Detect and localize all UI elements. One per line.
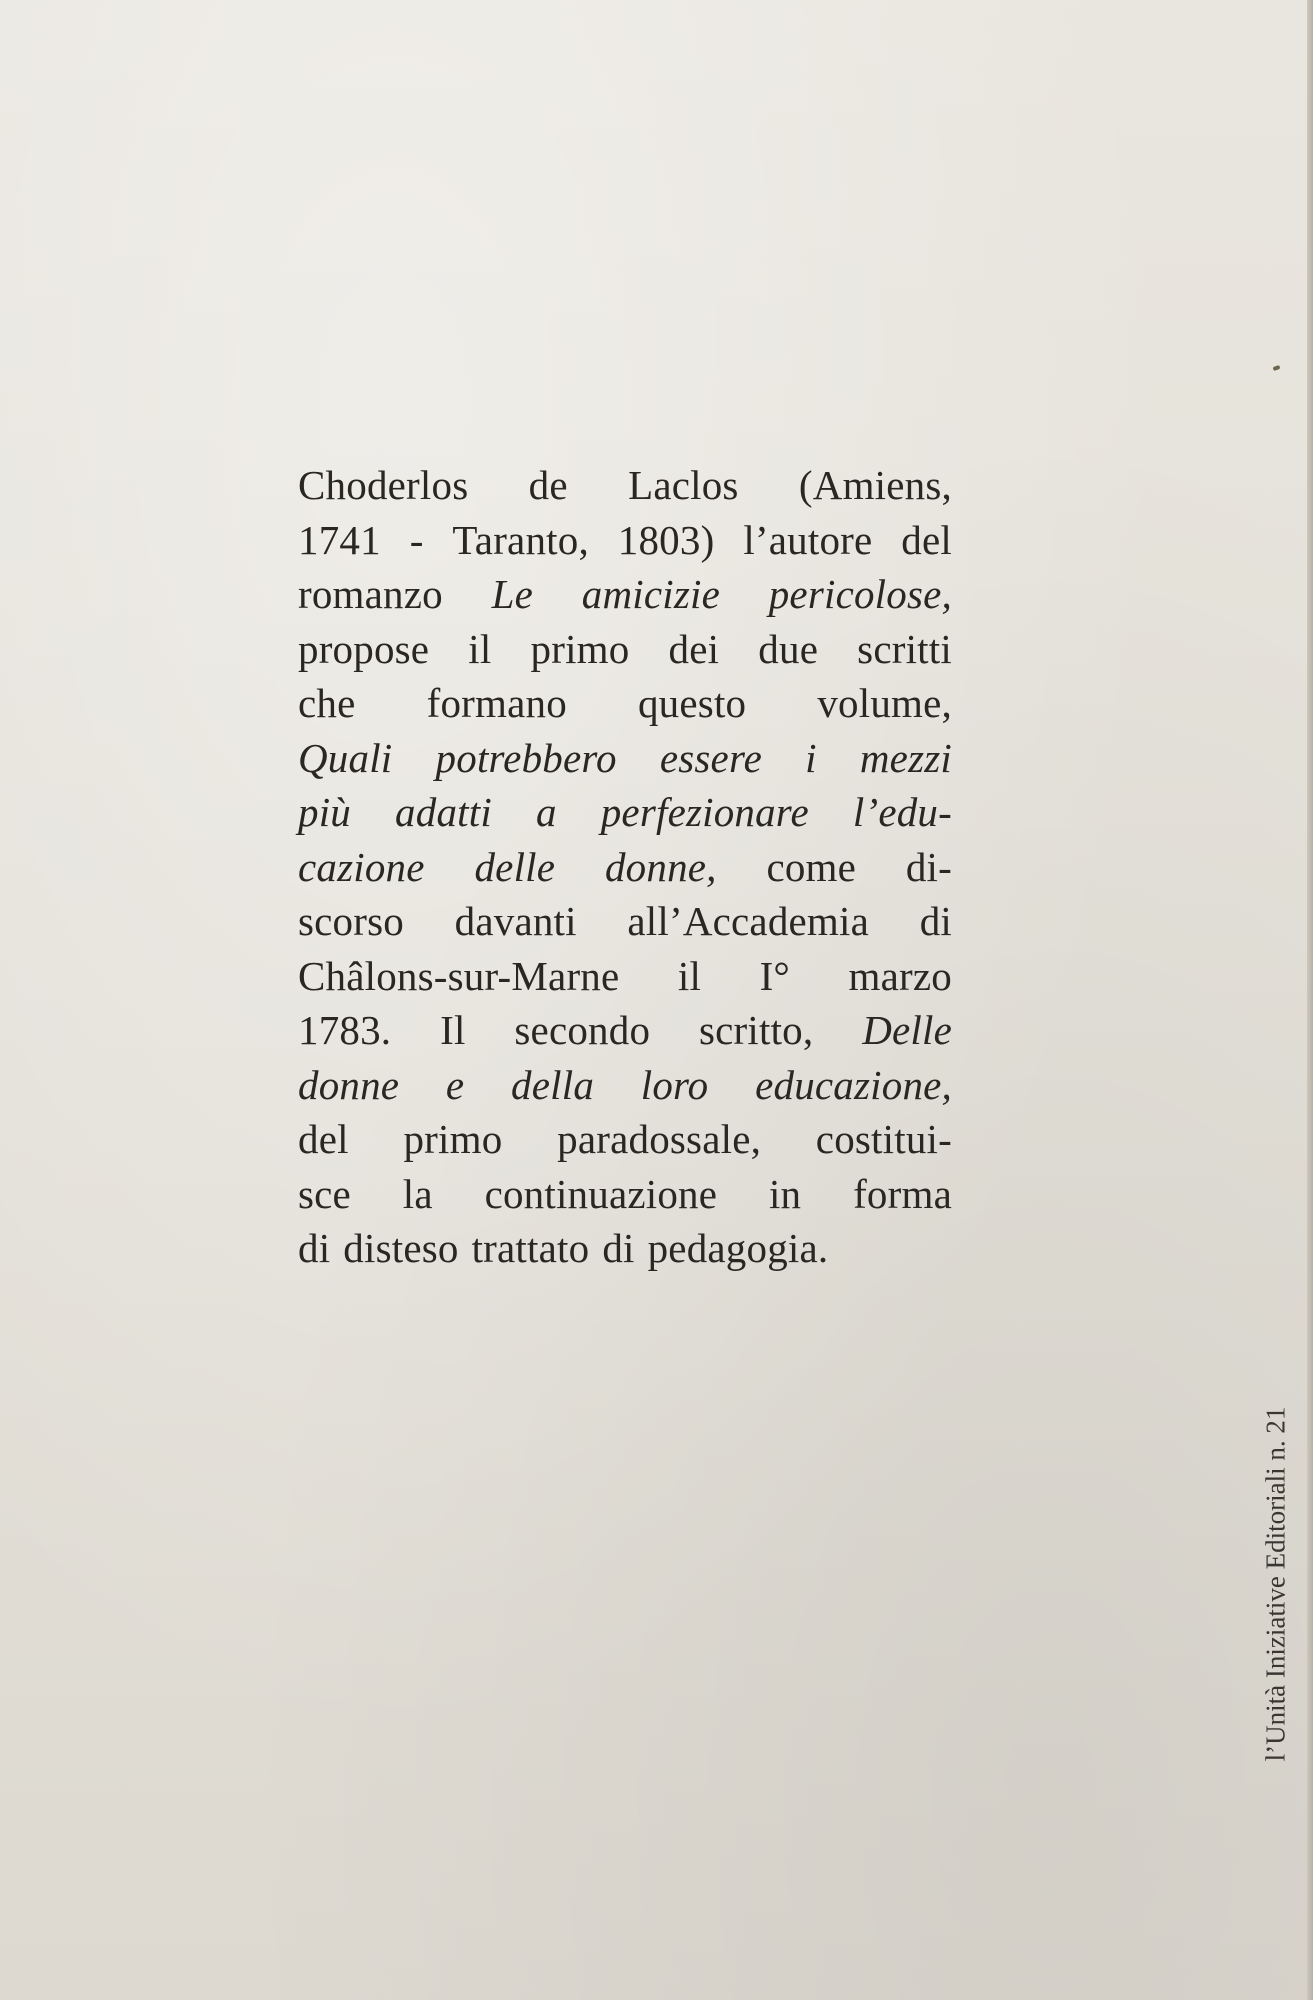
blurb-word: continuazione [484, 1170, 718, 1217]
blurb-word: de [528, 462, 568, 508]
blurb-word-italic: educazione, [755, 1061, 952, 1108]
series-note-vertical [1254, 1364, 1298, 1804]
blurb-word-italic: e [445, 1061, 465, 1108]
blurb-line [298, 785, 952, 840]
blurb-line [298, 676, 952, 731]
blurb-word: scorso [298, 898, 404, 944]
blurb-word-italic: delle [474, 843, 556, 890]
blurb-word-italic: amicizie [581, 571, 720, 617]
blurb-word-italic: mezzi [859, 734, 952, 781]
blurb-word: I° [759, 952, 791, 999]
blurb-word-italic: l’edu- [852, 789, 952, 835]
blurb-word: scritti [857, 625, 952, 672]
blurb-word-italic: Delle [862, 1007, 952, 1053]
blurb-word: propose [298, 625, 430, 672]
blurb-word: questo [637, 680, 747, 726]
blurb-word-italic: donne, [604, 843, 717, 890]
blurb-word-italic: i [805, 734, 817, 781]
blurb-word: secondo [514, 1007, 651, 1053]
blurb-word: 1803) [617, 516, 715, 563]
blurb-word: 1783. [298, 1007, 392, 1053]
blurb-word: forma [853, 1170, 952, 1217]
blurb-line [298, 1058, 952, 1113]
blurb-word: romanzo [298, 571, 443, 617]
blurb-word: due [758, 625, 819, 672]
blurb-word: la [402, 1170, 433, 1217]
blurb-word-italic: potrebbero [435, 734, 617, 781]
blurb-word: - [409, 516, 424, 563]
blurb-word: pedagogia. [647, 1225, 829, 1271]
blurb-word: dei [668, 625, 720, 672]
blurb-line [298, 949, 952, 1004]
blurb-word-italic: pericolose, [768, 571, 952, 617]
blurb-word: (Amiens, [798, 462, 952, 508]
blurb-line [298, 1167, 952, 1222]
blurb-line [298, 894, 952, 949]
blurb-word-italic: più [298, 789, 351, 835]
blurb-word: davanti [454, 898, 577, 944]
blurb-word: disteso [343, 1225, 459, 1271]
blurb-word-italic: a [535, 789, 557, 835]
blurb-word: marzo [848, 952, 952, 999]
blurb-word: del [298, 1116, 349, 1162]
blurb-word: primo [530, 625, 630, 672]
blurb-word-italic: adatti [395, 789, 492, 835]
blurb-word: in [768, 1170, 802, 1217]
blurb-word: il [468, 625, 492, 672]
blurb-line [298, 1112, 952, 1167]
back-cover-blurb [298, 458, 952, 1276]
blurb-word: come [766, 843, 857, 890]
blurb-word: 1741 [298, 516, 381, 563]
blurb-word-italic: perfezionare [600, 789, 809, 835]
blurb-word-italic: donne [298, 1061, 400, 1108]
blurb-word: che [298, 680, 356, 726]
blurb-word-italic: Quali [298, 734, 393, 781]
blurb-line [298, 731, 952, 786]
blurb-line [298, 622, 952, 677]
blurb-word: Il [440, 1007, 466, 1053]
blurb-word: di [919, 898, 952, 944]
blurb-word: di [602, 1225, 635, 1271]
blurb-word: del [901, 516, 952, 563]
cover-right-edge [1307, 0, 1313, 2000]
blurb-word: di [298, 1225, 331, 1271]
blurb-line [298, 1221, 952, 1276]
blurb-line [298, 513, 952, 568]
blurb-word: Choderlos [298, 462, 469, 508]
blurb-word: paradossale, [557, 1116, 762, 1162]
blurb-word: il [677, 952, 702, 999]
blurb-word: Châlons-sur-Marne [298, 952, 620, 999]
blurb-line [298, 458, 952, 513]
blurb-line [298, 567, 952, 622]
blurb-word: volume, [817, 680, 952, 726]
blurb-word-italic: Le [491, 571, 533, 617]
paper-speck [1273, 365, 1281, 371]
blurb-word: l’autore [743, 516, 873, 563]
series-note-text: l’Unità Iniziative Editoriali n. 21 [1260, 1406, 1291, 1762]
blurb-word: costitui- [815, 1116, 952, 1162]
blurb-word: sce [298, 1170, 351, 1217]
blurb-word: di- [905, 843, 952, 890]
blurb-word-italic: cazione [298, 843, 425, 890]
blurb-word-italic: loro [640, 1061, 709, 1108]
blurb-word-italic: della [511, 1061, 595, 1108]
blurb-line [298, 1003, 952, 1058]
blurb-word: Laclos [628, 462, 739, 508]
blurb-word: Taranto, [452, 516, 589, 563]
blurb-word: trattato [471, 1225, 590, 1271]
blurb-line [298, 840, 952, 895]
blurb-word-italic: essere [659, 734, 762, 781]
blurb-word: scritto, [699, 1007, 814, 1053]
blurb-word: all’Accademia [627, 898, 870, 944]
blurb-word: primo [403, 1116, 503, 1162]
blurb-word: formano [426, 680, 567, 726]
